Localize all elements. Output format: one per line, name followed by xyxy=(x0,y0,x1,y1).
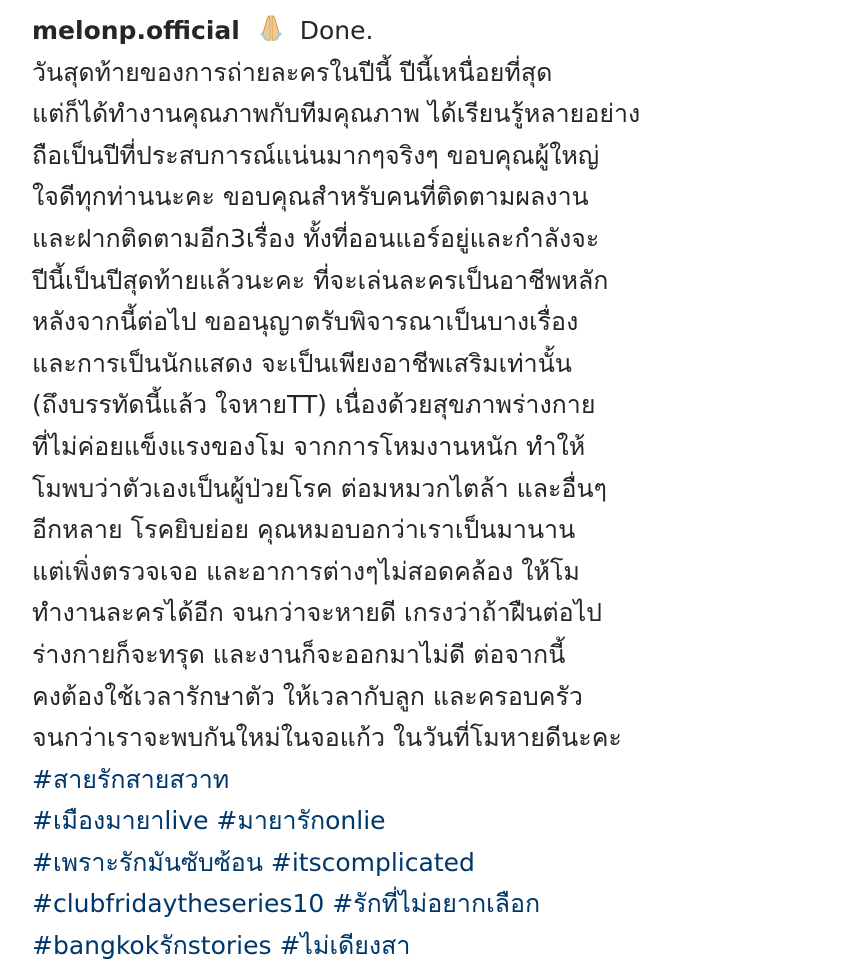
hashtag-link[interactable]: #itscomplicated xyxy=(270,847,475,877)
caption-first-text: Done. xyxy=(299,16,374,45)
caption-text-line: ปีนี้เป็นปีสุดท้ายแล้วนะคะ ที่จะเล่นละครเป็นอาชีพหลัก xyxy=(32,265,609,295)
caption-text-line: ใจดีทุกท่านนะคะ ขอบคุณสำหรับคนที่ติดตามผลงาน xyxy=(32,182,589,212)
hashtag-link[interactable]: #bangkokรักstories xyxy=(32,931,272,961)
caption-body xyxy=(32,52,852,759)
caption-text-line: (ถึงบรรทัดนี้แล้ว ใจหายTT) เนื่องด้วยสุขภาพร่างกาย xyxy=(32,390,596,420)
username-link[interactable]: melonp.official xyxy=(32,16,240,45)
caption-header-line xyxy=(32,10,852,52)
hashtag-link[interactable]: #เมืองมายาlive xyxy=(32,806,209,836)
hashtag-link[interactable]: #สายรักสายสวาท xyxy=(32,764,230,794)
caption-text-line: โมพบว่าตัวเองเป็นผู้ป่วยโรค ต่อมหมวกไตล้า และอื่นๆ xyxy=(32,473,607,503)
caption-text-line: วันสุดท้ายของการถ่ายละครในปีนี้ ปีนี้เหนื่อยที่สุด xyxy=(32,57,553,87)
hashtag-line xyxy=(32,925,852,967)
caption-text-line: คงต้องใช้เวลารักษาตัว ให้เวลากับลูก และครอบครัว xyxy=(32,681,583,711)
hashtag-link[interactable]: #clubfridaytheseries10 xyxy=(32,889,325,919)
hashtag-link[interactable]: #ไม่เดียงสา xyxy=(279,931,411,961)
caption-text-line: ที่ไม่ค่อยแข็งแรงของโม จากการโหมงานหนัก ทำให้ xyxy=(32,431,586,461)
caption-text-line: แต่เพิ่งตรวจเจอ และอาการต่างๆไม่สอดคล้อง ให้โม xyxy=(32,556,580,586)
caption-text-line: จนกว่าเราจะพบกันใหม่ในจอแก้ว ในวันที่โมหายดีนะคะ xyxy=(32,723,622,753)
hashtag-line xyxy=(32,759,852,801)
caption-text-line: และฝากติดตามอีก3เรื่อง ทั้งที่ออนแอร์อยู่และกำลังจะ xyxy=(32,223,600,253)
hashtag-list xyxy=(32,759,852,967)
hashtag-link[interactable]: #รักที่ไม่อยากเลือก xyxy=(332,889,541,919)
hashtag-link[interactable]: #เพราะรักมันซับซ้อน xyxy=(32,847,263,877)
caption-text-line: อีกหลาย โรคยิบย่อย คุณหมอบอกว่าเราเป็นมานาน xyxy=(32,515,576,545)
hashtag-line xyxy=(32,883,852,925)
caption-text-line: ถือเป็นปีที่ประสบการณ์แน่นมากๆจริงๆ ขอบคุณผู้ใหญ่ xyxy=(32,140,600,170)
caption-text-line: แต่ก็ได้ทำงานคุณภาพกับทีมคุณภาพ ได้เรียนรู้หลายอย่าง xyxy=(32,99,641,129)
caption-text-line: ทำงานละครได้อีก จนกว่าจะหายดี เกรงว่าถ้าฝืนต่อไป xyxy=(32,598,603,628)
hashtag-link[interactable]: #มายารักonlie xyxy=(216,806,386,836)
caption-text-line: ร่างกายก็จะทรุด และงานก็จะออกมาไม่ดี ต่อจากนี้ xyxy=(32,639,566,669)
folded-hands-emoji-icon xyxy=(256,13,286,43)
post-caption xyxy=(32,10,852,967)
hashtag-line xyxy=(32,800,852,842)
hashtag-line xyxy=(32,842,852,884)
caption-text-line: หลังจากนี้ต่อไป ขออนุญาตรับพิจารณาเป็นบางเรื่อง xyxy=(32,307,579,337)
caption-text-line: และการเป็นนักแสดง จะเป็นเพียงอาชีพเสริมเท่านั้น xyxy=(32,348,572,378)
